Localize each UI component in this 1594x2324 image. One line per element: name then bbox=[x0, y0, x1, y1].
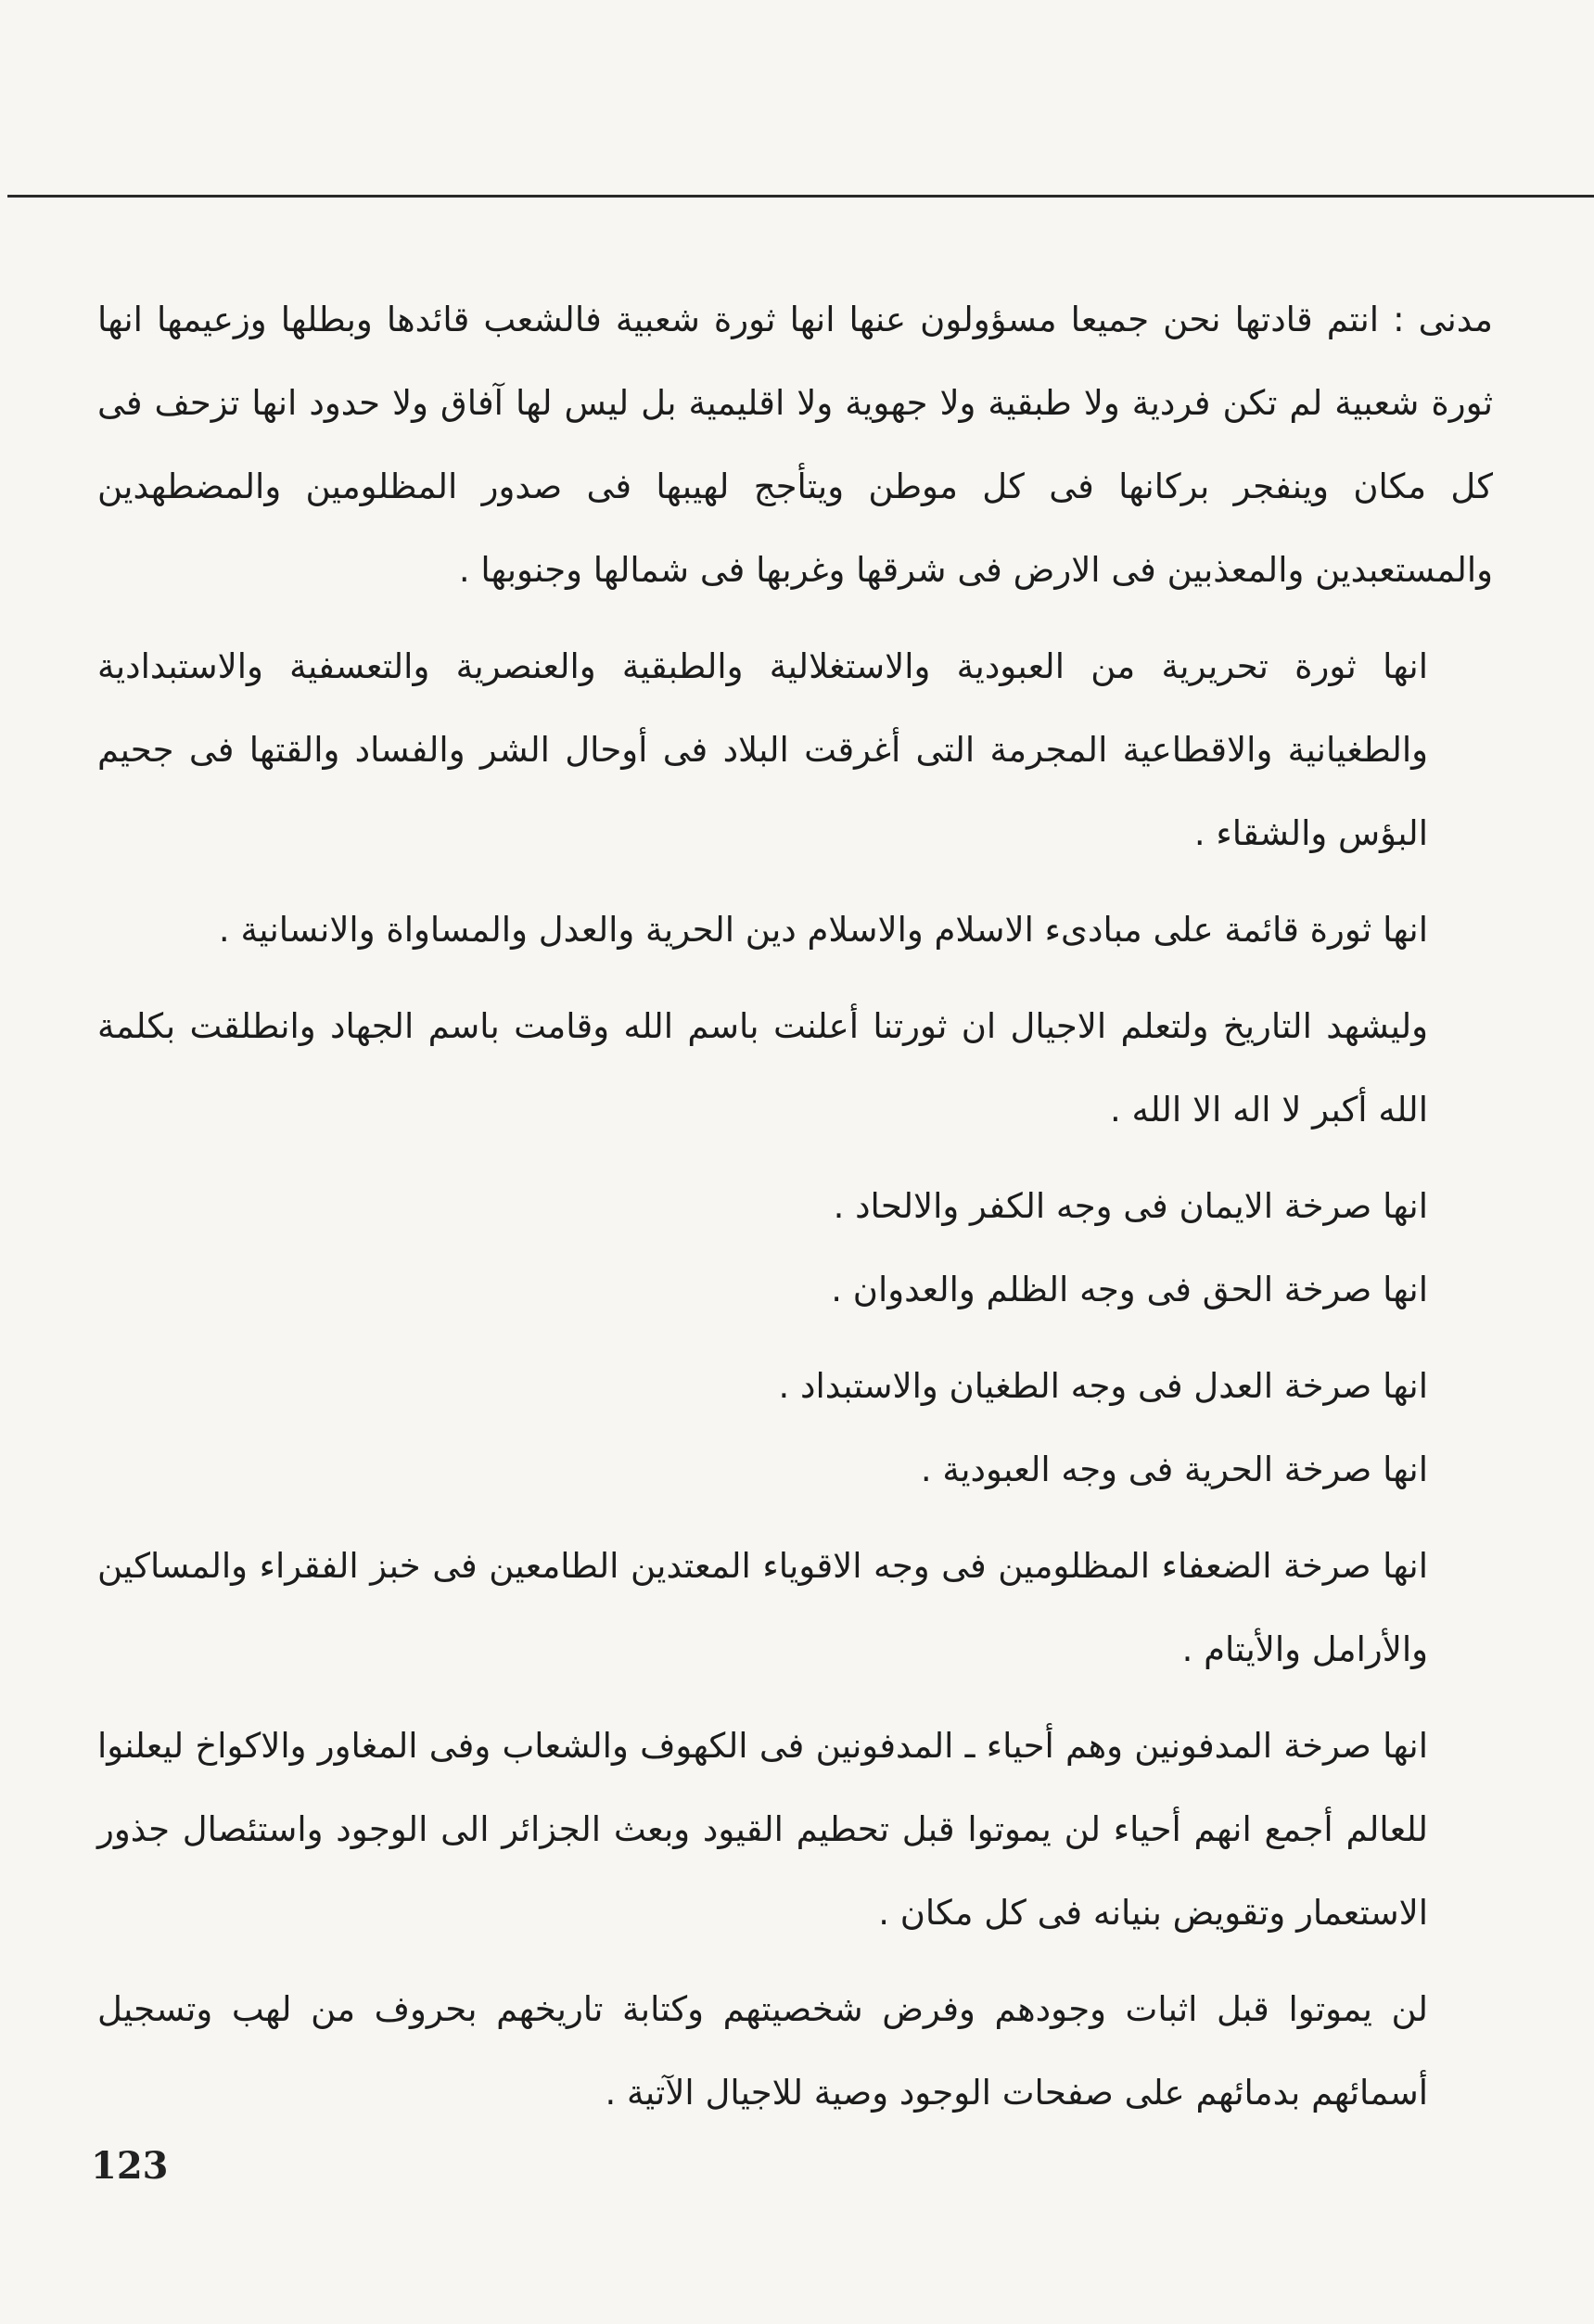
cry-lines-group-2 bbox=[97, 1345, 1493, 1512]
cry-line: انها صرخة الحق فى وجه الظلم والعدوان . bbox=[831, 1270, 1428, 1309]
paragraph-7: لن يموتوا قبل اثبات وجودهم وفرض شخصيتهم وكتابة تاريخهم بحروف من لهب وتسجيل أسمائهم بدمائهم على صفحات الوجود وصية للاجيال الآتية . bbox=[97, 1989, 1428, 2113]
page-number: 123 bbox=[91, 2144, 169, 2188]
paragraph-3: انها ثورة قائمة على مبادىء الاسلام والاسلام دين الحرية والعدل والمساواة والانسانية . bbox=[218, 910, 1428, 950]
cry-line: انها صرخة العدل فى وجه الطغيان والاستبداد . bbox=[778, 1366, 1428, 1406]
paragraph-2: انها ثورة تحريرية من العبودية والاستغلالية والطبقية والعنصرية والتعسفية والاستبدادية والطغيانية والاقطاعية المجرمة التى أغرقت البلاد فى أوحال الشر والفساد والقتها فى جحيم البؤس والشقاء . bbox=[97, 646, 1428, 853]
header-rule bbox=[7, 195, 1594, 198]
paragraph-5: انها صرخة الضعفاء المظلومين فى وجه الاقوياء المعتدين الطامعين فى خبز الفقراء والمساكين والأرامل والأيتام . bbox=[97, 1546, 1428, 1669]
page-body bbox=[97, 278, 1493, 2148]
paragraph-6: انها صرخة المدفونين وهم أحياء ـ المدفونين فى الكهوف والشعاب وفى المغاور والاكواخ ليعلنوا للعالم أجمع انهم أحياء لن يموتوا قبل تحطيم القيود وبعث الجزائر الى الوجود واستئصال جذور الاستعمار وتقويض بنيانه فى كل مكان . bbox=[97, 1726, 1428, 1933]
paragraph-4: وليشهد التاريخ ولتعلم الاجيال ان ثورتنا أعلنت باسم الله وقامت باسم الجهاد وانطلقت بكلمة الله أكبر لا اله الا الله . bbox=[97, 1006, 1428, 1130]
cry-line: انها صرخة الحرية فى وجه العبودية . bbox=[920, 1449, 1428, 1489]
cry-lines-group-1 bbox=[97, 1165, 1493, 1332]
paragraph-1: مدنى : انتم قادتها نحن جميعا مسؤولون عنها انها ثورة شعبية فالشعب قائدها وبطلها وزعيمها انها ثورة شعبية لم تكن فردية ولا طبقية ولا جهوية ولا اقليمية بل ليس لها آفاق ولا حدود انها تزحف فى كل مكان وينفجر بركانها فى كل موطن ويتأجج لهيبها فى صدور المظلومين والمضطهدين والمستعبدين والمعذبين فى الارض فى شرقها وغربها فى شمالها وجنوبها . bbox=[97, 300, 1493, 590]
cry-line: انها صرخة الايمان فى وجه الكفر والالحاد . bbox=[833, 1186, 1428, 1226]
